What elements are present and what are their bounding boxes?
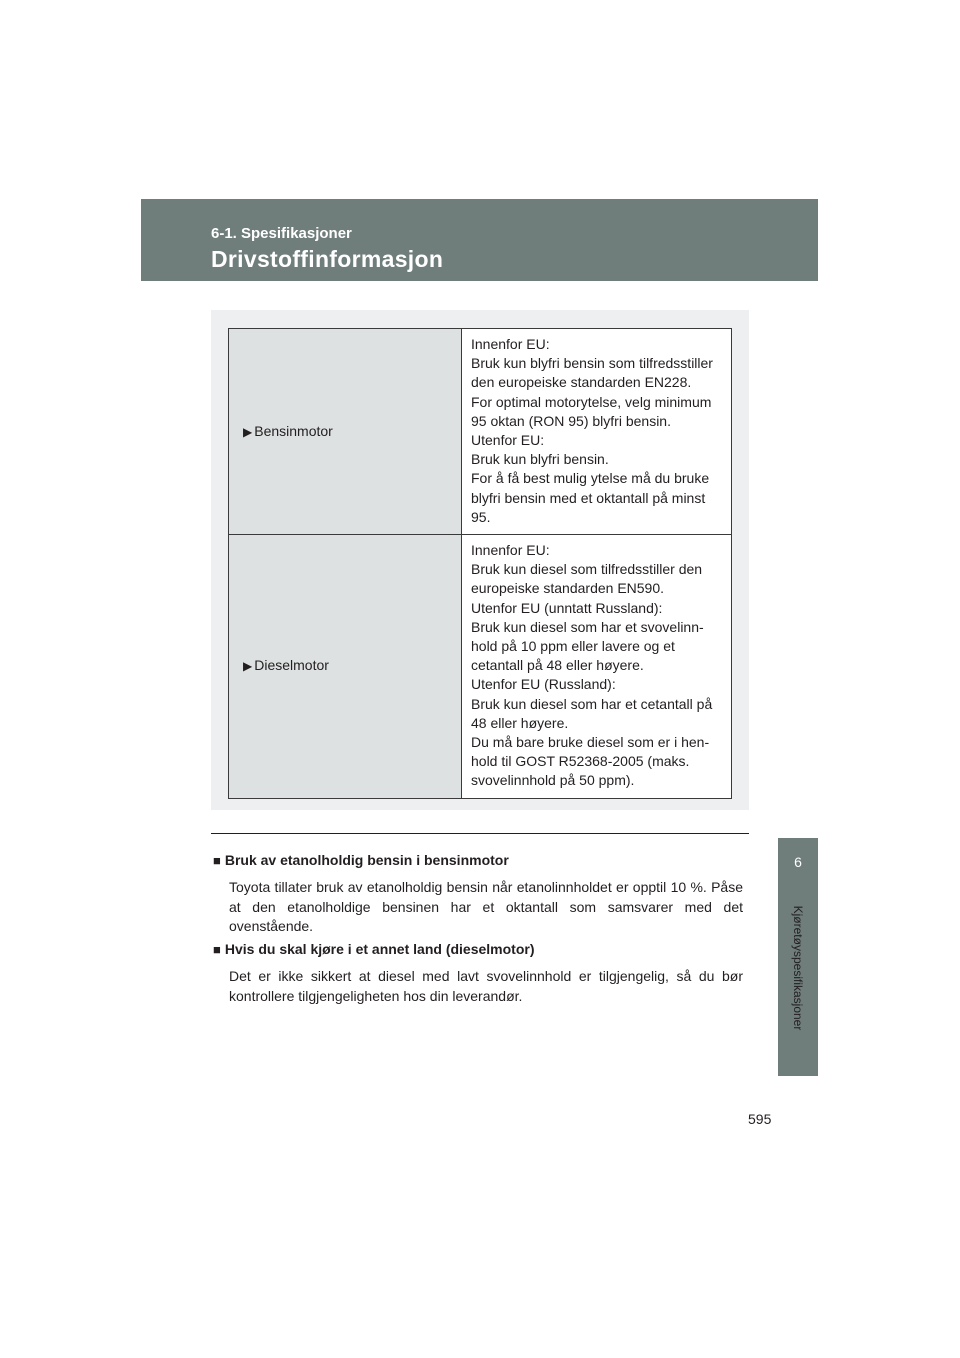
- description-line: Innenfor EU:: [471, 336, 550, 352]
- engine-cell-petrol: [229, 329, 462, 535]
- note-heading-ethanol: [213, 852, 509, 868]
- square-bullet-icon: ■: [213, 853, 221, 868]
- page-number: 595: [748, 1111, 772, 1127]
- page-title: Drivstoffinformasjon: [211, 246, 444, 272]
- engine-label-petrol: Bensinmotor: [254, 422, 333, 439]
- note-body-ethanol: Toyota tillater bruk av etanolholdig bensin når etanolinnholdet er opptil 10 %. Påse at den etanolholdige bensinen har et oktantall som samsvarer med det ovenstående.: [229, 879, 743, 934]
- description-line: 48 eller høyere.: [471, 714, 569, 731]
- engine-cell-diesel: [229, 535, 462, 799]
- description-line: Bruk kun diesel som har et cetantall på: [471, 695, 713, 712]
- chapter-header-band: [141, 199, 818, 281]
- description-line: Utenfor EU:: [471, 432, 545, 449]
- description-line: For optimal motorytelse, velg minimum: [471, 393, 712, 410]
- section-divider: [211, 833, 749, 834]
- description-line: Utenfor EU (Russland):: [471, 676, 616, 693]
- engine-label-diesel: Dieselmotor: [254, 657, 329, 674]
- description-line: For å få best mulig ytelse må du bruke: [471, 470, 710, 487]
- description-line: Bruk kun diesel som har et svovelinn-: [471, 618, 704, 635]
- description-line: cetantall på 48 eller høyere.: [471, 657, 644, 674]
- description-line: hold til GOST R52368-2005 (maks.: [471, 753, 690, 770]
- description-line: europeiske standarden EN590.: [471, 580, 665, 597]
- description-line: 95 oktan (RON 95) blyfri bensin.: [471, 412, 671, 429]
- triangle-right-icon: ▶: [243, 659, 253, 674]
- square-bullet-icon: ■: [213, 942, 221, 957]
- note-heading-text: Hvis du skal kjøre i et annet land (dieselmotor): [224, 941, 535, 957]
- description-line: den europeiske standarden EN228.: [471, 374, 692, 391]
- description-line: Bruk kun blyfri bensin som tilfredsstiller: [471, 355, 713, 372]
- fuel-specification-table: [228, 328, 732, 799]
- description-line: svovelinnhold på 50 ppm).: [471, 772, 635, 789]
- description-cell-petrol: [462, 329, 732, 535]
- description-line: 95.: [471, 508, 491, 525]
- description-line: Bruk kun blyfri bensin.: [471, 451, 609, 468]
- section-label: 6-1. Spesifikasjoner: [211, 225, 352, 242]
- description-line: Utenfor EU (unntatt Russland):: [471, 599, 663, 616]
- table-row-diesel: [229, 535, 732, 799]
- note-heading-text: Bruk av etanolholdig bensin i bensinmotor: [224, 852, 509, 868]
- description-line: blyfri bensin med et oktantall på minst: [471, 489, 706, 506]
- chapter-number: 6: [794, 854, 802, 870]
- description-cell-diesel: [462, 535, 732, 799]
- note-heading-abroad: [213, 941, 535, 957]
- description-line: Innenfor EU:: [471, 542, 550, 559]
- note-body-abroad: Det er ikke sikkert at diesel med lavt svovelinnhold er tilgjengelig, så du bør kontrollere tilgjengeligheten hos din leverandør.: [229, 968, 743, 1004]
- triangle-right-icon: ▶: [243, 424, 253, 439]
- table-row-petrol: [229, 329, 732, 535]
- chapter-title: Kjøretøyspesifikasjoner: [791, 905, 805, 1031]
- description-line: Bruk kun diesel som tilfredsstiller den: [471, 561, 703, 578]
- description-line: Du må bare bruke diesel som er i hen-: [471, 734, 710, 751]
- fuel-table-panel: [211, 310, 749, 810]
- description-line: hold på 10 ppm eller lavere og et: [471, 638, 675, 655]
